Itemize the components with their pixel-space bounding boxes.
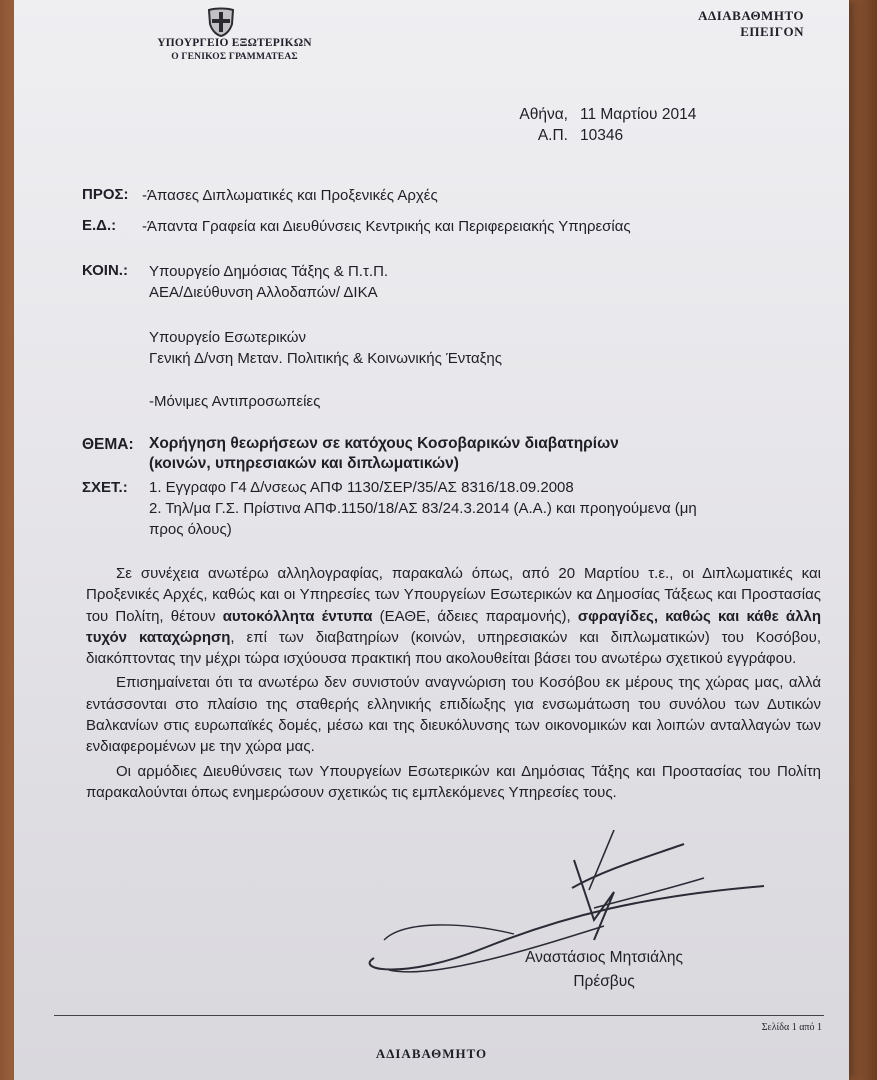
paragraph: Σε συνέχεια ανωτέρω αλληλογραφίας, παρακαλώ όπως, από 20 Μαρτίου τ.ε., οι Διπλωματικές και Προξενικές Αρχές, καθώς και οι Υπηρεσίες των Υπουργείων Εσωτερικών κα Δημοσίας Τάξεως και Προστασίας του Πολίτη, θέτουν αυτοκόλλητα έντυπα (ΕΑΘΕ, άδειες παραμονής), σφραγίδες, καθώς και κάθε άλλη τυχόν καταχώρηση, επί των διαβατηρίων (κοινών, υπηρεσιακών και διπλωματικών) του Κοσόβου, διακόπτοντας την μέχρι τώρα ισχύουσα πρακτική που ακολουθείται βάσει του ανωτέρω σχετικού εγγράφου.: [86, 565, 821, 668]
classification-header: [654, 8, 804, 40]
urgency-label: ΕΠΕΙΓΟΝ: [740, 24, 804, 39]
cc-line: Γενική Δ/νση Μεταν. Πολιτικής & Κοινωνικής Ένταξης: [149, 350, 502, 367]
signer-title: Πρέσβυς: [573, 973, 635, 990]
ministry-header: [122, 36, 347, 64]
date-block: [510, 104, 696, 146]
reference-item: προς όλους): [149, 521, 232, 538]
cc-line: Υπουργείο Εσωτερικών: [149, 329, 307, 346]
reference-item: 2. Τηλ/μα Γ.Σ. Πρίστινα ΑΠΦ.1150/18/ΑΣ 83/24.3.2014 (Α.Α.) και προηγούμενα (μη: [149, 500, 697, 517]
cc-line: -Μόνιμες Αντιπροσωπείες: [149, 393, 321, 410]
letter-body: [86, 563, 821, 803]
subject-line: Χορήγηση θεωρήσεων σε κατόχους Κοσοβαρικών διαβατηρίων: [149, 435, 619, 452]
footer-divider: [54, 1015, 824, 1016]
protocol-label: Α.Π.: [537, 127, 568, 144]
subject-label: ΘΕΜΑ:: [82, 436, 134, 453]
subject-text: [149, 434, 619, 474]
place-label: Αθήνα,: [519, 106, 568, 123]
bold-phrase: σφραγίδες, καθώς και κάθε άλλη τυχόν καταχώρηση: [86, 607, 821, 646]
office-name: Ο ΓΕΝΙΚΟΣ ΓΡΑΜΜΑΤΕΑΣ: [171, 52, 298, 62]
greek-coat-of-arms-icon: [204, 4, 238, 38]
ministry-name: ΥΠΟΥΡΓΕΙΟ ΕΞΩΤΕΡΙΚΩΝ: [157, 37, 312, 49]
info-recipient-label: Ε.Δ.:: [82, 217, 117, 234]
bold-phrase: αυτοκόλλητα έντυπα: [222, 607, 373, 625]
recipient-text: -Άπασες Διπλωματικές και Προξενικές Αρχές: [142, 187, 438, 204]
subject-line: (κοινών, υπηρεσιακών και διπλωματικών): [149, 455, 459, 472]
signature-block: [504, 946, 704, 994]
paragraph: Οι αρμόδιες Διευθύνσεις των Υπουργείων Εσωτερικών και Δημόσιας Τάξης και Προστασίας του Πολίτη παρακαλούνται όπως ενημερώσουν σχετικώς τις εμπλεκόμενες Υπηρεσίες τους.: [86, 762, 821, 801]
info-recipient-text: -Άπαντα Γραφεία και Διευθύνσεις Κεντρικής και Περιφερειακής Υπηρεσίας: [142, 218, 631, 235]
protocol-number: 10346: [580, 127, 624, 144]
cc-list: [149, 261, 502, 412]
cc-line: ΑΕΑ/Διεύθυνση Αλλοδαπών/ ΔΙΚΑ: [149, 284, 378, 301]
recipient-label: ΠΡΟΣ:: [82, 186, 129, 203]
date-value: 11 Μαρτίου 2014: [580, 106, 697, 123]
reference-list: [149, 477, 804, 540]
cc-label: ΚΟΙΝ.:: [82, 262, 128, 279]
document-page: [14, 0, 849, 1080]
reference-item: 1. Εγγραφο Γ4 Δ/νσεως ΑΠΦ 1130/ΣΕΡ/35/ΑΣ 8316/18.09.2008: [149, 479, 574, 496]
footer-classification: ΑΔΙΑΒΑΘΜΗΤΟ: [375, 1046, 488, 1061]
signer-name: Αναστάσιος Μητσιάλης: [525, 949, 683, 966]
page-number: Σελίδα 1 από 1: [761, 1022, 822, 1033]
paragraph: Επισημαίνεται ότι τα ανωτέρω δεν συνιστούν αναγνώριση του Κοσόβου εκ μέρους της χώρας μας, αλλά εντάσσονται στο πλαίσιο της σταθερής ελληνικής επιδίωξης για ενσωμάτωση του συνόλου των Δυτικών Βαλκανίων στις ευρωπαϊκές δομές, μέσω και της διευκόλυνσης των οικονομικών και λοιπών ανταλλαγών των ενδιαφερομένων με την χώρα μας.: [86, 674, 821, 756]
cc-line: Υπουργείο Δημόσιας Τάξης & Π.τ.Π.: [149, 263, 389, 280]
classification-label: ΑΔΙΑΒΑΘΜΗΤΟ: [698, 8, 804, 23]
reference-label: ΣΧΕΤ.:: [82, 479, 128, 496]
